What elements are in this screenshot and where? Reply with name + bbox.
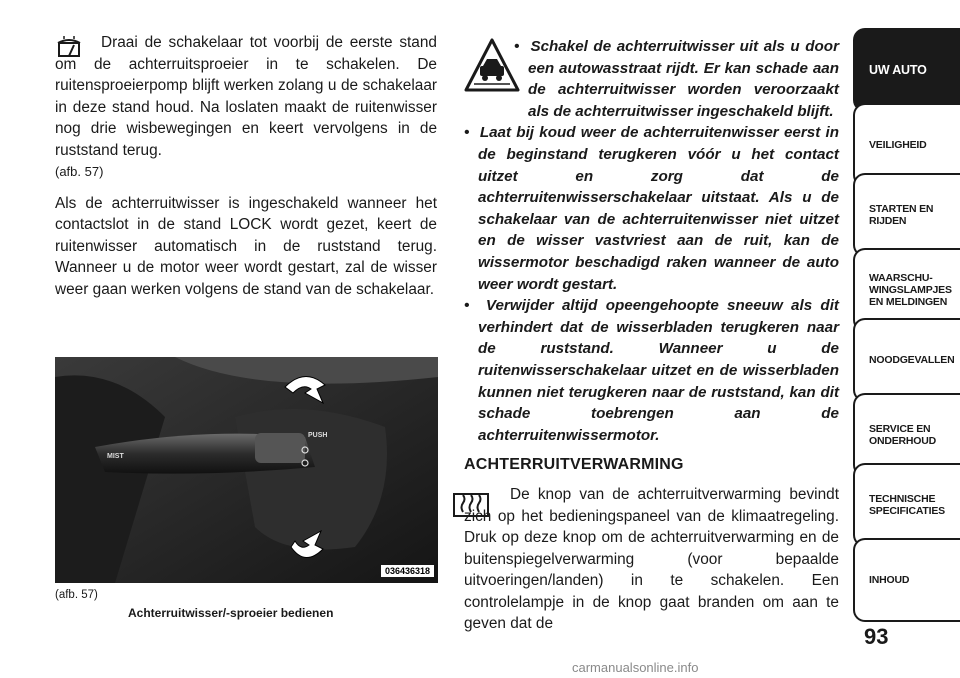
tab-technische-specificaties[interactable]: TECHNISCHE SPECIFICATIES <box>853 463 960 547</box>
watermark: carmanualsonline.info <box>572 660 699 675</box>
paragraph-defrost-text: De knop van de achterruitverwarming bevindt zich op het bedieningspaneel van de klimaatregeling. Druk op deze knop om de achterruitverwarming en de buitenspiegelverwarming (voor bepaalde uitvoeringen/landen) in te schakelen. Een controlelampje in de knop gaat branden om aan te geven dat de <box>464 486 839 633</box>
tab-uw-auto[interactable]: UW AUTO <box>853 28 960 112</box>
defrost-intro <box>464 484 839 635</box>
page-number: 93 <box>864 624 889 649</box>
wiper-lever-illustration <box>55 357 438 583</box>
left-column <box>55 32 437 310</box>
warning-item-3: • Verwijder altijd opeengehoopte sneeuw als dit verhindert dat de wisserbladen terugkeren naar de ruststand. Wanneer u de ruitenwisserschakelaar uitzet en de wisserbladen kunnen niet terugkeren naar de ruststand, kan dit schade toebrengen aan de achterruitenwissermotor. <box>464 297 839 444</box>
rear-washer-icon <box>55 36 83 60</box>
right-column <box>464 36 839 645</box>
chapter-tabs <box>853 0 960 678</box>
paragraph-lock: Als de achterruitwisser is ingeschakeld wanneer het contactslot in de stand LOCK wordt gezet, keert de ruitenwisser automatisch in de ruststand terug. Wanneer u de motor weer wordt gestart, zal de wisser weer gaan werken volgens de stand van de schakelaar. <box>55 194 437 298</box>
tab-veiligheid[interactable]: VEILIGHEID <box>853 103 960 187</box>
lever-label-mist: MIST <box>107 453 124 460</box>
warning-text-3: Verwijder altijd opeengehoopte sneeuw als dit verhindert dat de wisserbladen terugkeren naar de ruststand. Wanneer u de ruitenwisserschakelaar uitzet en de wisserbladen kunnen niet terugkeren naar de ruststand, kan dit schade toebrengen aan de achterruitenwissermotor. <box>478 297 839 444</box>
figure-code: 036436318 <box>381 565 434 577</box>
tab-starten-en-rijden[interactable]: STARTEN EN RIJDEN <box>853 173 960 257</box>
tab-noodgevallen[interactable]: NOODGEVALLEN <box>853 318 960 402</box>
warning-item-1: • Schakel de achterruitwisser uit als u door een autowasstraat rijdt. Er kan schade aan de achterruitwisser worden veroorzaakt als de achterruitwisser ingeschakeld blijft. <box>514 38 839 120</box>
rear-defrost-icon <box>452 490 490 520</box>
lever-label-push: PUSH <box>308 432 328 439</box>
paragraph-washer <box>55 32 437 183</box>
section-title: ACHTERRUITVERWARMING <box>464 456 684 474</box>
tab-service-en-onderhoud[interactable]: SERVICE EN ONDERHOUD <box>853 393 960 477</box>
warning-triangle-icon <box>464 36 520 94</box>
figure-wiper-lever <box>55 357 438 583</box>
warning-block <box>464 36 839 446</box>
figure-ref: (afb. 57) <box>55 589 98 601</box>
tab-inhoud[interactable]: INHOUD <box>853 538 960 622</box>
warning-text-2: Laat bij koud weer de achterruitenwisser eerst in de beginstand terugkeren vóór u het contact uitzet en zorg dat de achterruitenwisserschakelaar uitstaat. Als u de schakelaar van de achterruitenwisser niet uitzet en de wisser vastvriest aan de ruit, kan de wissermotor beschadigd raken wanneer de auto weer wordt gestart. <box>478 124 839 293</box>
warning-item-2: • Laat bij koud weer de achterruitenwisser eerst in de beginstand terugkeren vóór u het contact uitzet en zorg dat de achterruitenwisserschakelaar uitstaat. Als u de schakelaar van de achterruitenwisser niet uitzet en de wisser vastvriest aan de ruit, kan de wissermotor beschadigd raken wanneer de auto weer wordt gestart. <box>464 124 839 293</box>
figure-reference: (afb. 57) <box>55 164 104 179</box>
wiper-intro <box>55 32 437 183</box>
warning-text-1: Schakel de achterruitwisser uit als u door een autowasstraat rijdt. Er kan schade aan de achterruitwisser worden veroorzaakt als de achterruitwisser ingeschakeld blijft. <box>528 38 839 120</box>
paragraph-defrost <box>464 484 839 635</box>
figure-caption: Achterruitwisser/-sproeier bedienen <box>128 606 334 620</box>
paragraph-washer-text: Draai de schakelaar tot voorbij de eerste stand om de achterruitsproeier in te schakelen. De ruitensproeierpomp blijft werken zolang u de schakelaar in deze stand houd. Na loslaten maakt de ruitenwisser nog drie wisbewegingen en keert vervolgens in de ruststand terug. <box>55 34 437 159</box>
tab-waarschuwingslampjes[interactable]: WAARSCHU-WINGSLAMPJES EN MELDINGEN <box>853 248 960 332</box>
